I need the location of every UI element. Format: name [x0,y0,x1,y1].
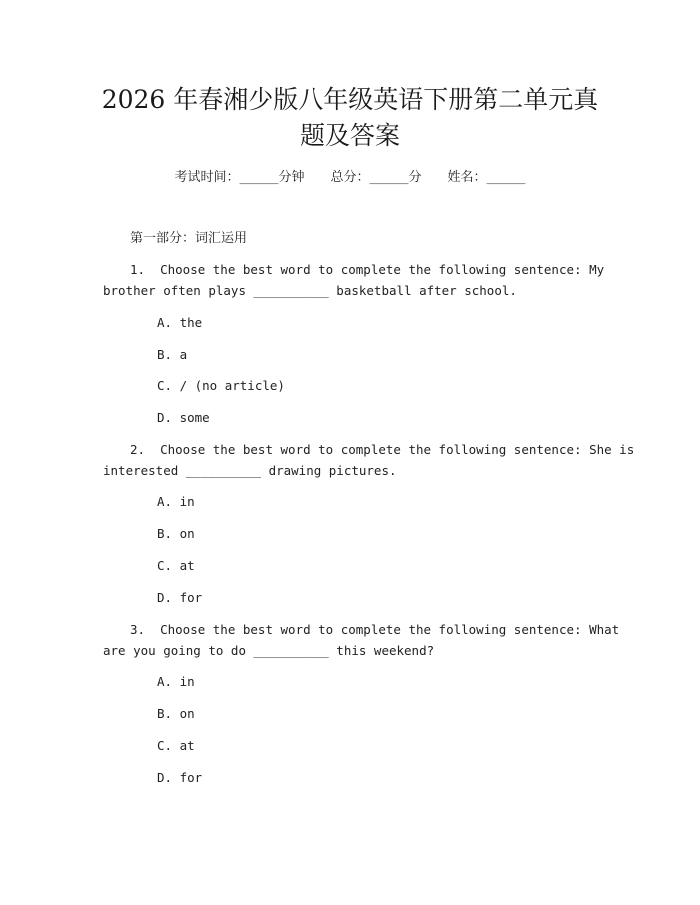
question-2-line-2: interested __________ drawing pictures. [103,463,397,478]
question-1-option-d: D. some [157,410,210,425]
question-3-option-b: B. on [157,706,195,721]
page-title-line-2: 题及答案 [299,121,400,150]
question-3-option-d: D. for [157,770,203,785]
question-3-line-1: 3. Choose the best word to complete the following sentence: What [130,622,620,637]
student-name: 姓名：______ [447,170,526,185]
question-3-line-2: are you going to do __________ this weekend? [103,643,435,658]
question-3-option-a: A. in [157,674,195,689]
question-2-option-c: C. at [157,558,195,573]
question-1-option-b: B. a [157,347,188,362]
question-1-line-1: 1. Choose the best word to complete the following sentence: My [130,262,605,277]
page-title-line-1: 2026 年春湘少版八年级英语下册第二单元真 [101,85,599,114]
exam-meta [0,169,700,187]
question-2-option-b: B. on [157,526,195,541]
section-heading: 第一部分：词汇运用 [130,231,248,246]
exam-total-score: 总分：______分 [330,170,422,185]
question-1-option-a: A. the [157,315,203,330]
exam-time: 考试时间：______分钟 [174,170,305,185]
question-3-option-c: C. at [157,738,195,753]
question-2-option-a: A. in [157,494,195,509]
question-2-line-1: 2. Choose the best word to complete the following sentence: She is [130,442,635,457]
question-2-option-d: D. for [157,590,203,605]
question-1-line-2: brother often plays __________ basketball after school. [103,283,517,298]
question-1-option-c: C. / (no article) [157,378,285,393]
